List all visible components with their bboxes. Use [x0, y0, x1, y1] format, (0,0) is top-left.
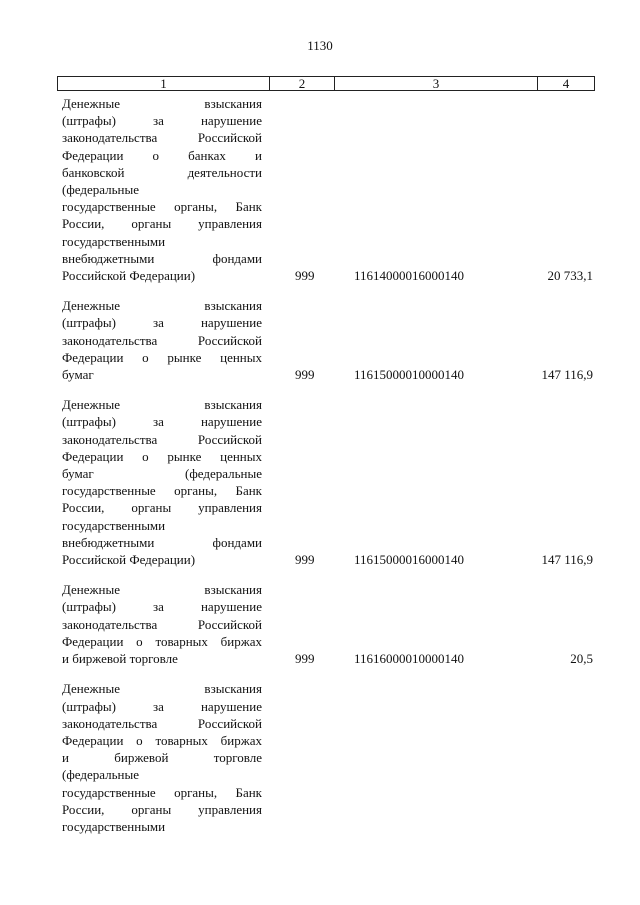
- description-line: России, органы управления: [62, 801, 262, 817]
- header-col-3: 3: [335, 77, 538, 90]
- description-line: бумаг (федеральные: [62, 466, 262, 482]
- table-row: [62, 396, 596, 568]
- description-line: Денежные взыскания: [62, 681, 262, 697]
- table-row: [62, 581, 596, 667]
- description-line: банковской деятельности: [62, 164, 262, 180]
- description-line: государственными: [62, 233, 166, 249]
- admin-code: 999: [295, 367, 315, 383]
- table-row: [62, 297, 596, 383]
- table-body: [62, 95, 596, 848]
- description-line: законодательства Российской: [62, 130, 262, 146]
- description-line: Денежные взыскания: [62, 582, 262, 598]
- row-description: [62, 581, 262, 667]
- description-line: Федерации о товарных биржах: [62, 633, 262, 649]
- row-description: [62, 297, 262, 383]
- row-description: [62, 95, 262, 284]
- row-description: [62, 680, 262, 835]
- description-line: Российской Федерации): [62, 268, 196, 284]
- budget-classification-code: 11615000016000140: [354, 552, 465, 568]
- description-line: (штрафы) за нарушение: [62, 599, 262, 615]
- description-line: и биржевой торговле: [62, 651, 178, 667]
- header-col-4: 4: [562, 76, 570, 91]
- description-line: Федерации о рынке ценных: [62, 349, 262, 365]
- description-line: Денежные взыскания: [62, 96, 262, 111]
- admin-code: 999: [295, 268, 315, 284]
- description-line: бумаг: [62, 367, 94, 383]
- amount: 20,5: [570, 651, 593, 667]
- description-line: (штрафы) за нарушение: [62, 414, 262, 430]
- description-line: Российской Федерации): [62, 552, 196, 568]
- description-line: внебюджетными фондами: [62, 250, 262, 266]
- description-line: России, органы управления: [62, 500, 262, 516]
- description-line: Денежные взыскания: [62, 298, 262, 314]
- description-line: Федерации о банках и: [62, 147, 262, 163]
- header-col-1: 1: [58, 77, 270, 90]
- description-line: (штрафы) за нарушение: [62, 113, 262, 129]
- description-line: государственными: [62, 517, 166, 533]
- description-line: (федеральные: [62, 182, 139, 198]
- amount: 147 116,9: [541, 367, 593, 383]
- description-line: России, органы управления: [62, 216, 262, 232]
- description-line: государственные органы, Банк: [62, 784, 262, 800]
- amount: 147 116,9: [541, 552, 593, 568]
- header-col-2: 2: [270, 77, 335, 90]
- description-line: государственными: [62, 818, 166, 834]
- table-row: [62, 95, 596, 284]
- description-line: (штрафы) за нарушение: [62, 315, 262, 331]
- page-number: 1130: [307, 38, 333, 53]
- description-line: (федеральные: [62, 767, 139, 783]
- description-line: государственные органы, Банк: [62, 483, 262, 499]
- description-line: законодательства Российской: [62, 431, 262, 447]
- description-line: Денежные взыскания: [62, 397, 262, 413]
- description-line: (штрафы) за нарушение: [62, 698, 262, 714]
- row-description: [62, 396, 262, 568]
- description-line: и биржевой торговле: [62, 750, 262, 766]
- budget-classification-code: 11616000010000140: [354, 651, 465, 667]
- admin-code: 999: [295, 552, 315, 568]
- admin-code: 999: [295, 651, 315, 667]
- description-line: законодательства Российской: [62, 332, 262, 348]
- budget-classification-code: 11614000016000140: [354, 268, 465, 284]
- description-line: государственные органы, Банк: [62, 199, 262, 215]
- description-line: законодательства Российской: [62, 616, 262, 632]
- description-line: внебюджетными фондами: [62, 534, 262, 550]
- description-line: Федерации о рынке ценных: [62, 448, 262, 464]
- budget-classification-code: 11615000010000140: [354, 367, 465, 383]
- amount: 20 733,1: [547, 268, 593, 284]
- description-line: законодательства Российской: [62, 715, 262, 731]
- table-header: [57, 76, 595, 91]
- description-line: Федерации о товарных биржах: [62, 732, 262, 748]
- table-row: [62, 680, 596, 835]
